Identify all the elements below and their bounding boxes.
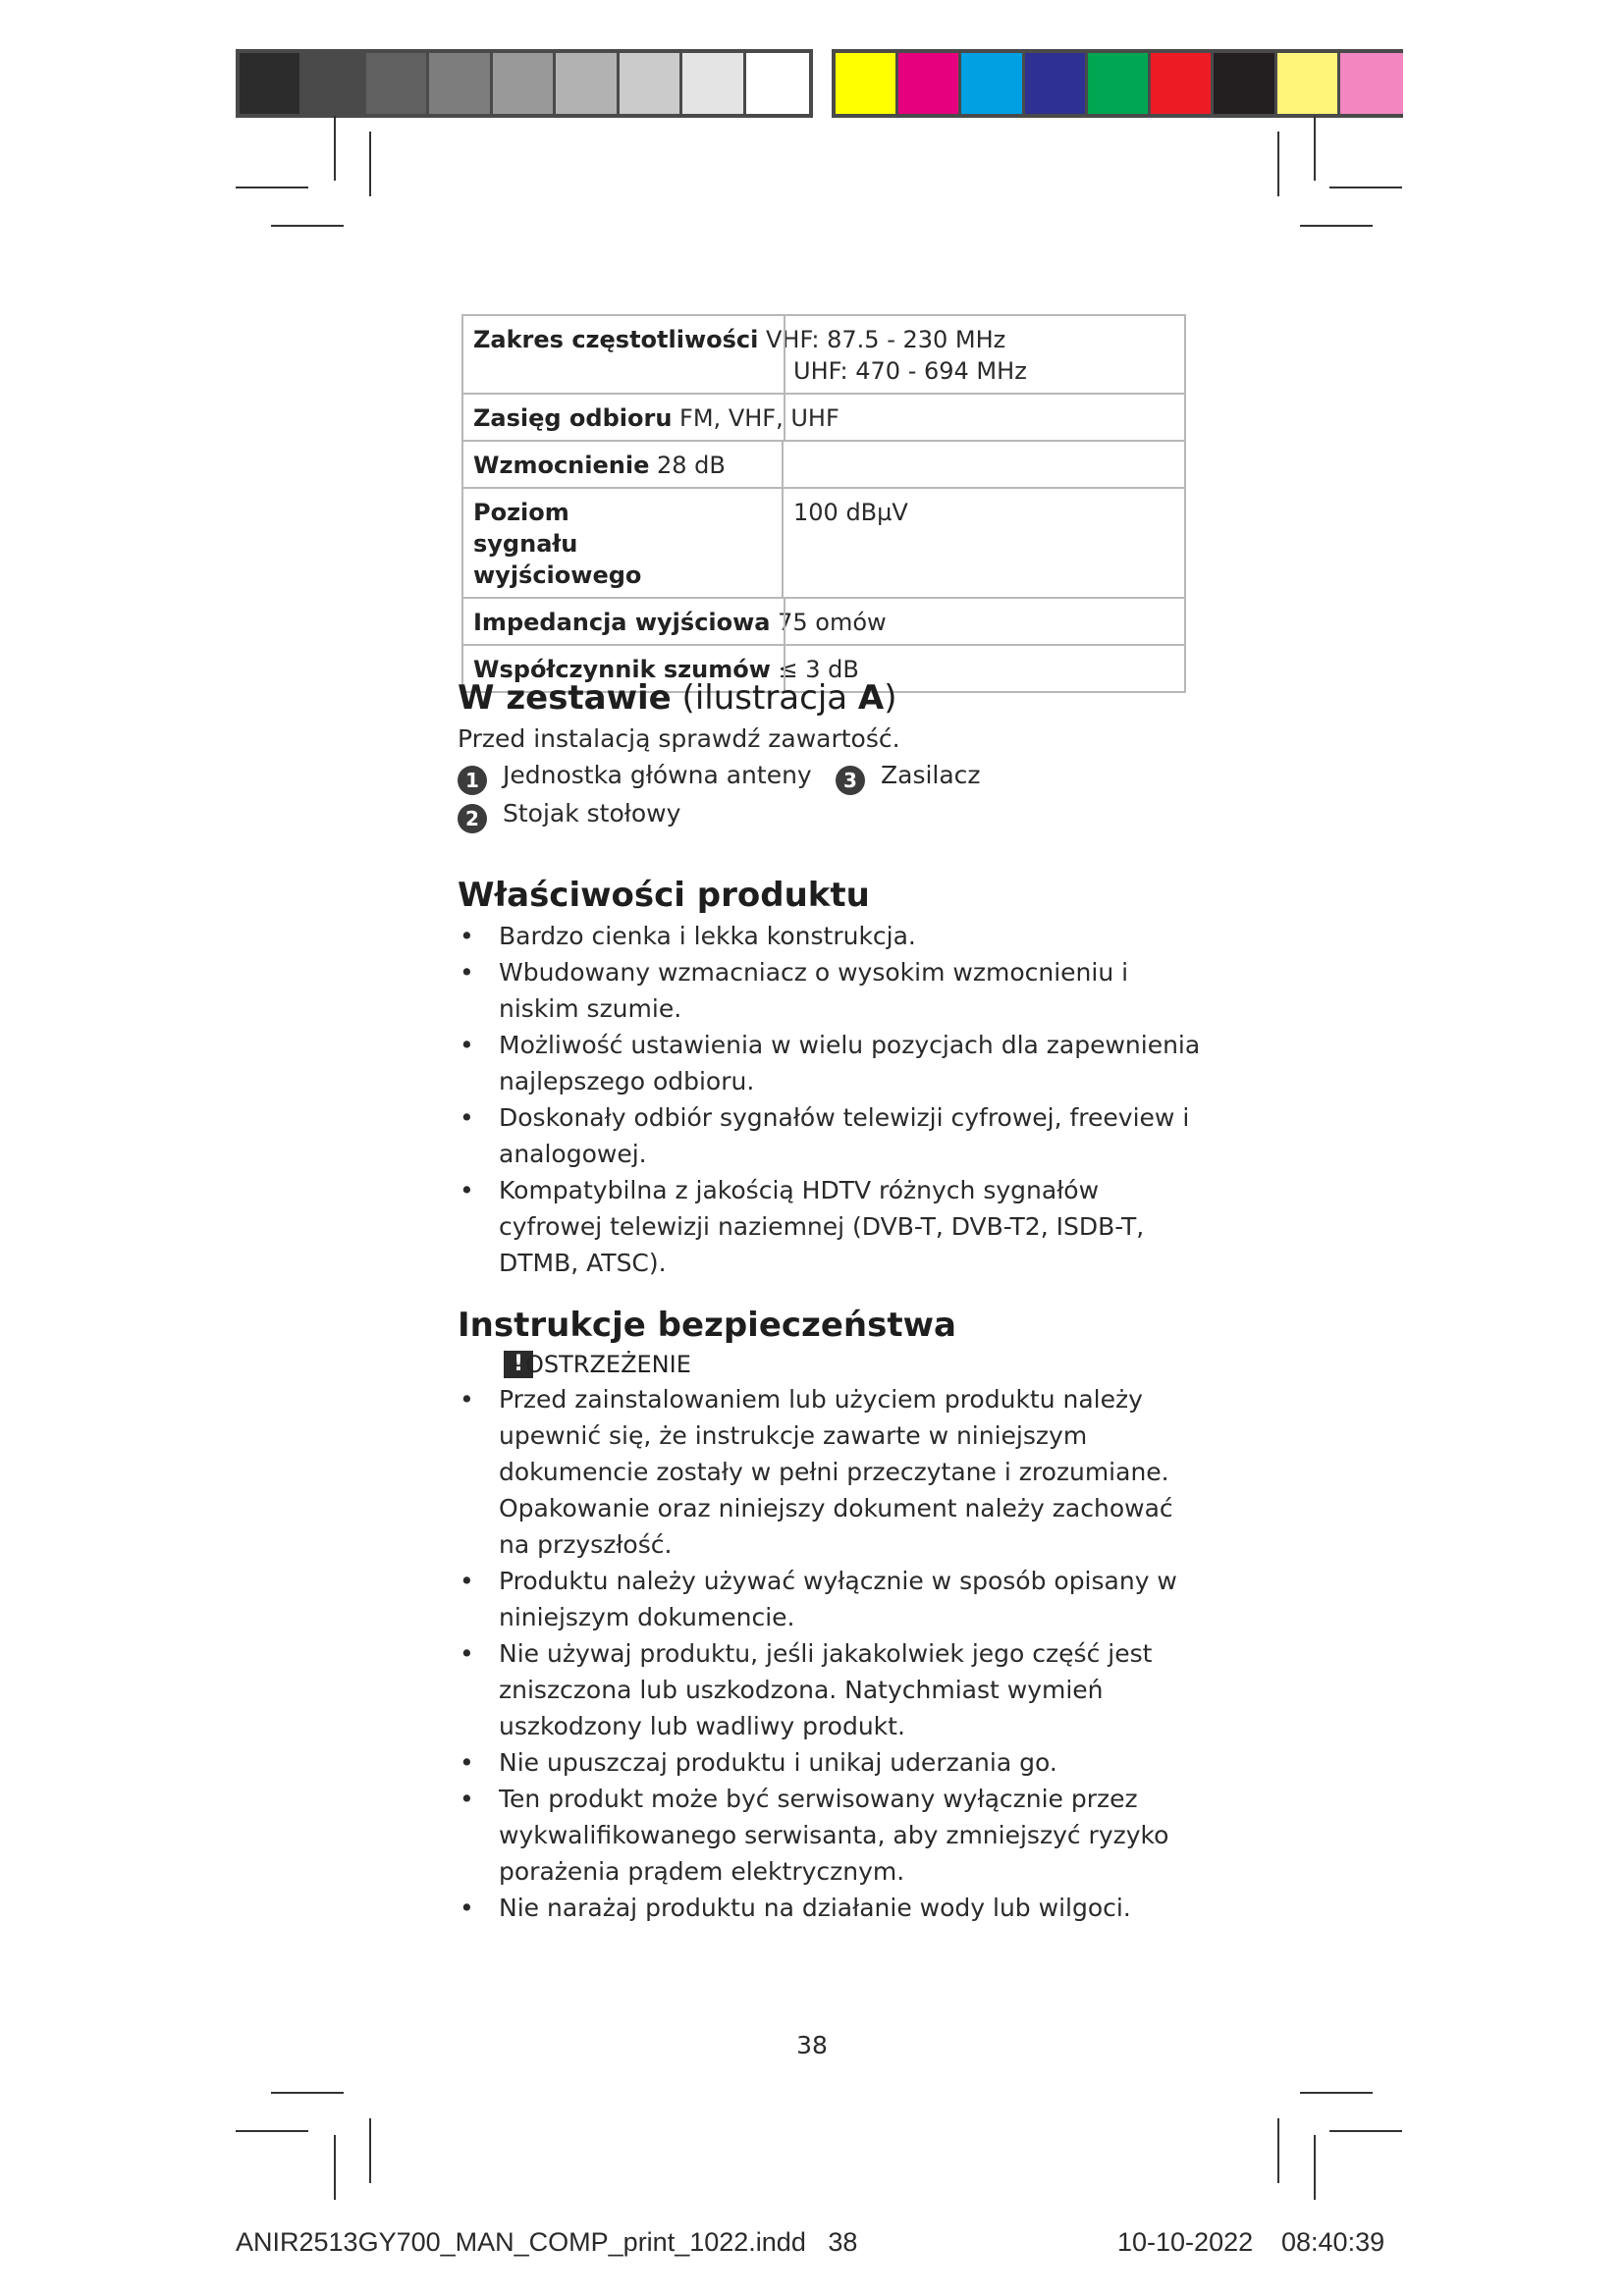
spec-label: Poziom sygnału wyjściowego <box>473 499 642 589</box>
kit-item-label: Jednostka główna anteny <box>503 761 812 789</box>
spec-value: 75 omów <box>778 609 887 636</box>
footer-file: ANIR2513GY700_MAN_COMP_print_1022.indd 38 <box>236 2227 858 2257</box>
kit-heading-letter: A <box>857 678 885 718</box>
crop-mark <box>369 132 371 196</box>
spec-value: UHF: 470 - 694 MHz <box>793 357 1027 385</box>
crop-mark <box>1314 116 1316 181</box>
number-badge: 3 <box>836 766 865 795</box>
kit-item-label: Stojak stołowy <box>503 799 681 828</box>
bullet: • <box>460 1031 474 1059</box>
number-badge: 2 <box>458 804 487 833</box>
crop-mark <box>369 2118 371 2183</box>
warning-icon: ! <box>504 1351 533 1378</box>
bullet: • <box>460 1385 474 1414</box>
list-item <box>458 1781 1204 1890</box>
table-divider <box>784 316 785 393</box>
kit-item <box>458 795 836 833</box>
list-item-text: Kompatybilna z jakością HDTV różnych sygnałów cyfrowej telewizji naziemnej (DVB-T, DVB-T2, ISDB-T, DTMB, ATSC). <box>499 1176 1145 1277</box>
crop-mark <box>1314 2135 1316 2200</box>
list-item <box>458 918 1204 954</box>
list-item-text: Doskonały odbiór sygnałów telewizji cyfrowej, freeview i analogowej. <box>499 1103 1190 1168</box>
spec-label: Wzmocnienie <box>473 452 650 479</box>
kit-heading-rest: (ilustracja <box>671 678 858 718</box>
list-item <box>458 1890 1204 1926</box>
spec-value: 100 dBµV <box>793 499 908 526</box>
features-list <box>458 918 1204 1281</box>
process-color-bar <box>832 49 1403 118</box>
crop-mark <box>334 116 336 181</box>
spec-value: 28 dB <box>656 452 726 479</box>
spec-label: Zakres częstotliwości <box>473 326 759 353</box>
list-item-text: Nie narażaj produktu na działanie wody lub wilgoci. <box>499 1894 1131 1922</box>
color-swatch <box>1340 53 1403 114</box>
color-swatch <box>1025 53 1088 114</box>
bullet: • <box>460 1567 474 1595</box>
spec-value: ≤ 3 dB <box>778 656 859 683</box>
kit-item-label: Zasilacz <box>881 761 981 789</box>
footer-time: 08:40:39 <box>1281 2227 1385 2257</box>
spec-row <box>462 598 1185 645</box>
color-swatch <box>493 53 556 114</box>
bullet: • <box>460 1785 474 1813</box>
bullet: • <box>460 958 474 987</box>
main-content <box>458 675 1204 1926</box>
kit-item <box>836 757 1032 795</box>
warning-text: OSTRZEŻENIE <box>525 1351 691 1378</box>
kit-list <box>458 757 1204 833</box>
crop-mark <box>1300 2092 1373 2094</box>
spec-label: Impedancja wyjściowa <box>473 609 771 636</box>
list-item <box>458 1563 1204 1635</box>
crop-mark <box>1300 225 1373 227</box>
list-item-text: Nie używaj produktu, jeśli jakakolwiek jego część jest zniszczona lub uszkodzona. Natychmiast wymień uszkodzony lub wadliwy produkt. <box>499 1639 1153 1740</box>
spec-value: FM, VHF, UHF <box>679 404 839 432</box>
color-swatch <box>898 53 961 114</box>
list-item <box>458 1099 1204 1172</box>
color-swatch <box>1088 53 1151 114</box>
table-divider <box>784 599 785 644</box>
list-item <box>458 1381 1204 1563</box>
spec-table <box>461 314 1186 693</box>
color-swatch <box>620 53 682 114</box>
kit-heading-bold: W zestawie <box>458 678 672 718</box>
features-heading-text: Właściwości produktu <box>458 876 870 915</box>
color-swatch <box>1214 53 1276 114</box>
crop-mark <box>271 2092 344 2094</box>
crop-mark <box>1277 2118 1279 2183</box>
crop-mark <box>1277 132 1279 196</box>
bullet: • <box>460 922 474 950</box>
crop-mark <box>1329 187 1402 188</box>
safety-heading <box>458 1303 1204 1348</box>
color-swatch <box>1151 53 1214 114</box>
kit-heading-close: ) <box>884 678 897 718</box>
list-item-text: Nie upuszczaj produktu i unikaj uderzania go. <box>499 1748 1057 1777</box>
number-badge: 1 <box>458 766 487 795</box>
features-heading <box>458 873 1204 918</box>
color-swatch <box>1277 53 1340 114</box>
gray-color-bar <box>236 49 813 118</box>
spec-row <box>462 441 1185 488</box>
bullet: • <box>460 1176 474 1204</box>
color-swatch <box>302 53 365 114</box>
footer-date: 10-10-2022 <box>1117 2227 1254 2257</box>
list-item <box>458 954 1204 1027</box>
crop-mark <box>236 187 308 188</box>
kit-intro: Przed instalacją sprawdź zawartość. <box>458 724 900 753</box>
bullet: • <box>460 1894 474 1922</box>
color-swatch <box>429 53 492 114</box>
crop-mark <box>236 2130 308 2132</box>
warning-label <box>504 1348 1204 1381</box>
crop-mark <box>271 225 344 227</box>
color-swatch <box>682 53 745 114</box>
safety-heading-text: Instrukcje bezpieczeństwa <box>458 1306 956 1345</box>
bullet: • <box>460 1639 474 1668</box>
list-item-text: Ten produkt może być serwisowany wyłącznie przez wykwalifikowanego serwisanta, aby zmniejszyć ryzyko porażenia prądem elektrycznym. <box>499 1785 1169 1886</box>
list-item-text: Możliwość ustawienia w wielu pozycjach dla zapewnienia najlepszego odbioru. <box>499 1031 1201 1095</box>
list-item-text: Produktu należy używać wyłącznie w sposób opisany w niniejszym dokumencie. <box>499 1567 1177 1631</box>
spec-row <box>462 394 1185 441</box>
crop-mark <box>334 2135 336 2200</box>
list-item-text: Wbudowany wzmacniacz o wysokim wzmocnieniu i niskim szumie. <box>499 958 1129 1023</box>
safety-list <box>458 1381 1204 1926</box>
spec-row <box>462 488 1185 598</box>
list-item-text: Przed zainstalowaniem lub użyciem produktu należy upewnić się, że instrukcje zawarte w niniejszym dokumencie zostały w pełni przeczytane i zrozumiane. Opakowanie oraz niniejszy dokument należy zachować na przyszłość. <box>499 1385 1173 1559</box>
list-item-text: Bardzo cienka i lekka konstrukcja. <box>499 922 916 950</box>
page-number: 38 <box>796 2031 828 2059</box>
spec-row <box>462 315 1185 394</box>
color-swatch <box>556 53 619 114</box>
list-item <box>458 1635 1204 1744</box>
kit-item <box>458 757 836 795</box>
spec-value: VHF: 87.5 - 230 MHz <box>766 326 1006 353</box>
list-item <box>458 1744 1204 1781</box>
bullet: • <box>460 1103 474 1132</box>
color-swatch <box>961 53 1024 114</box>
color-swatch <box>836 53 898 114</box>
color-swatch <box>366 53 429 114</box>
kit-heading <box>458 675 1204 721</box>
table-divider <box>784 395 785 440</box>
list-item <box>458 1172 1204 1281</box>
color-swatch <box>746 53 809 114</box>
bullet: • <box>460 1748 474 1777</box>
color-swatch <box>240 53 302 114</box>
spec-label: Współczynnik szumów <box>473 656 771 683</box>
spec-label: Zasięg odbioru <box>473 404 673 432</box>
list-item <box>458 1027 1204 1099</box>
crop-mark <box>1329 2130 1402 2132</box>
